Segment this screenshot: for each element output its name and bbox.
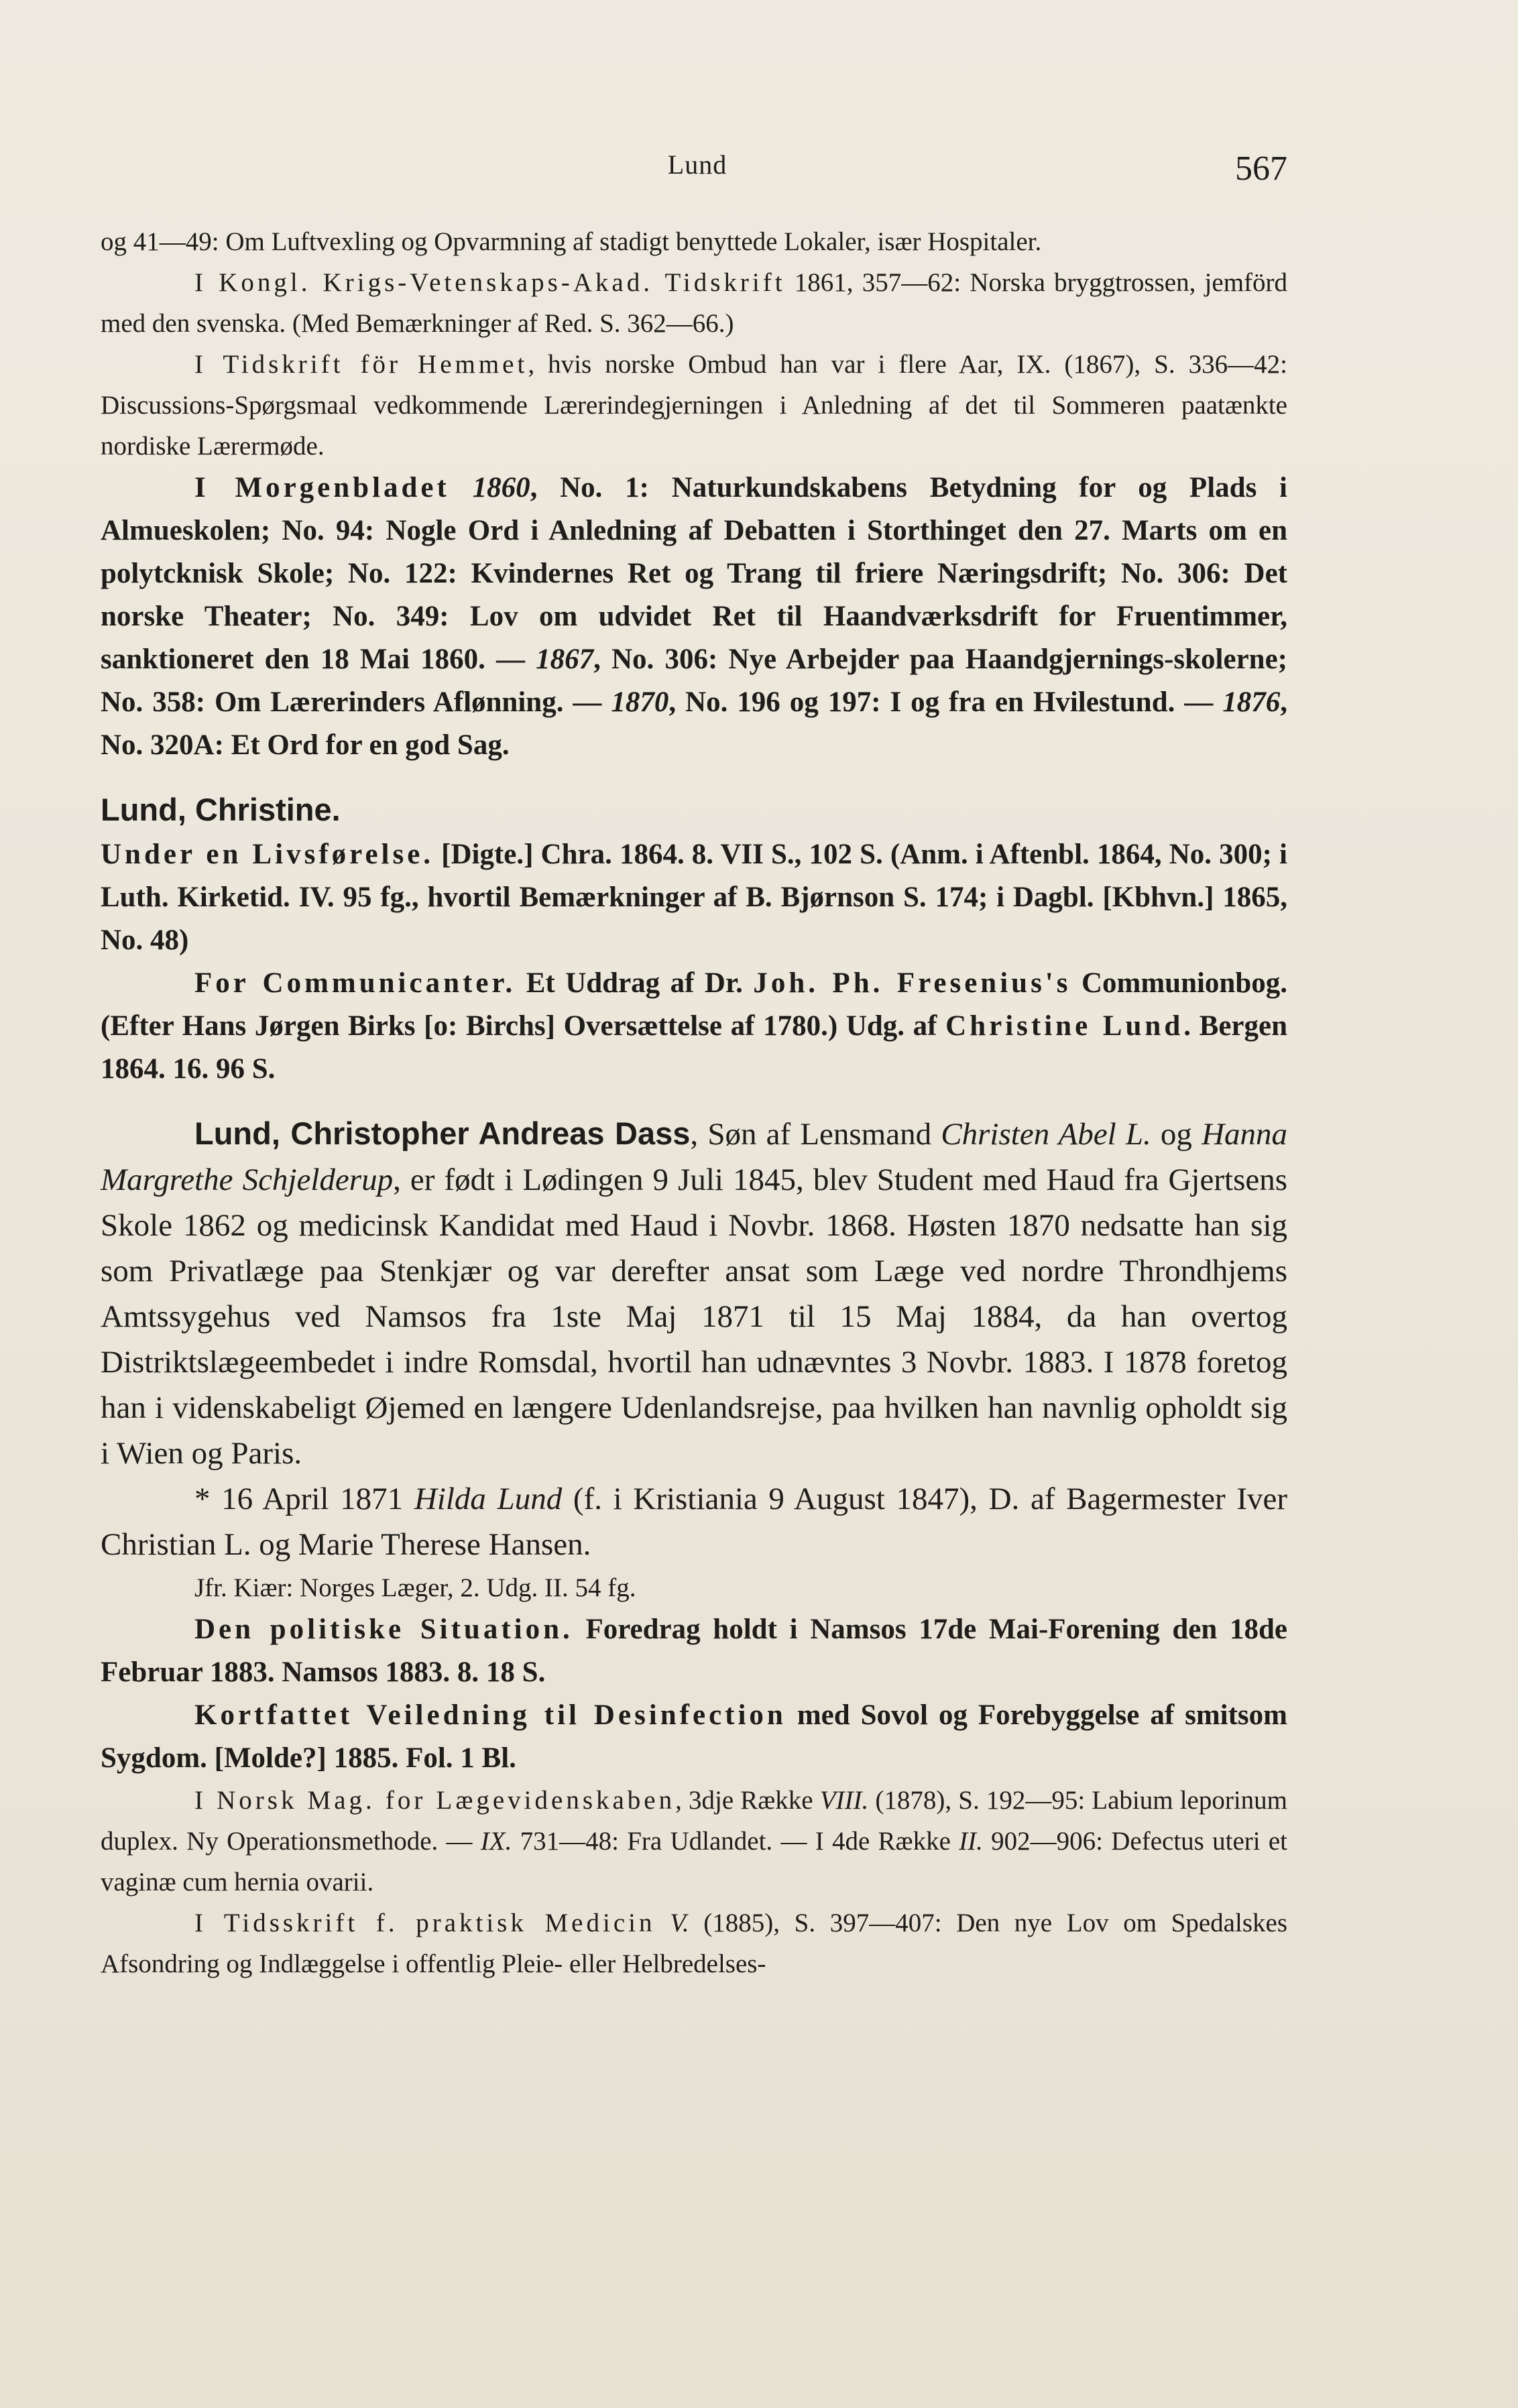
page-body [101, 221, 1287, 1984]
paragraph: Under en Livsførelse. [Digte.] Chra. 1864. 8. VII S., 102 S. (Anm. i Aftenbl. 1864, No. 300; i Luth. Kirketid. IV. 95 fg., hvortil Bemærkninger af B. Bjørnson S. 174; i Dagbl. [Kbhvn.] 1865, No. 48) [101, 839, 1287, 956]
paragraph: * 16 April 1871 Hilda Lund (f. i Kristiania 9 August 1847), D. af Bagermester Iver Christian L. og Marie Therese Hansen. [101, 1482, 1287, 1562]
paragraph: I Tidsskrift f. praktisk Medicin V. (1885), S. 397—407: Den nye Lov om Spedalskes Afsondring og Indlæggelse i offentlig Pleie- eller Helbredelses- [101, 1909, 1287, 1978]
paragraph: Den politiske Situation. Foredrag holdt i Namsos 17de Mai-Forening den 18de Februar 1883. Namsos 1883. 8. 18 S. [101, 1614, 1287, 1688]
paragraph: Kortfattet Veiledning til Desinfection med Sovol og Forebyggelse af smitsom Sygdom. [Molde?] 1885. Fol. 1 Bl. [101, 1699, 1287, 1774]
entry-heading: Lund, Christine. [101, 792, 341, 827]
page-number: 567 [1235, 149, 1287, 188]
paragraph: I Kongl. Krigs-Vetenskaps-Akad. Tidskrift 1861, 357—62: Norska bryggtrossen, jemförd med den svenska. (Med Bemærkninger af Red. S. 362—66.) [101, 268, 1287, 338]
paragraph: Lund, Christopher Andreas Dass, Søn af Lensmand Christen Abel L. og Hanna Margrethe Schjelderup, er født i Lødingen 9 Juli 1845, blev Student med Haud fra Gjertsens Skole 1862 og medicinsk Kandidat med Haud i Novbr. 1868. Høsten 1870 nedsatte han sig som Privatlæge paa Stenkjær og var derefter ansat som Læge ved nordre Throndhjems Amtssygehus ved Namsos fra 1ste Maj 1871 til 15 Maj 1884, da han overtog Distriktslægeembedet i indre Romsdal, hvortil han udnævntes 3 Novbr. 1883. I 1878 foretog han i videnskabeligt Øjemed en længere Udenlandsrejse, paa hvilken han navnlig opholdt sig i Wien og Paris. [101, 1116, 1288, 1471]
spacer [101, 767, 1287, 787]
paragraph: For Communicanter. Et Uddrag af Dr. Joh. Ph. Fresenius's Communionbog. (Efter Hans Jørgen Birks [o: Birchs] Oversættelse af 1780.) Udg. af Christine Lund. Bergen 1864. 16. 96 S. [101, 967, 1288, 1085]
paragraph: I Morgenbladet 1860, No. 1: Naturkundskabens Betydning for og Plads i Almueskolen; No. 94: Nogle Ord i Anledning af Debatten i Storthinget den 27. Marts om en polytcknisk Skole; No. 122: Kvindernes Ret og Trang til friere Næringsdrift; No. 306: Det norske Theater; No. 349: Lov om udvidet Ret til Haandværksdrift for Fruentimmer, sanktioneret den 18 Mai 1860. — 1867, No. 306: Nye Arbejder paa Haandgjernings-skolerne; No. 358: Om Lærerinders Aflønning. — 1870, No. 196 og 197: I og fra en Hvilestund. — 1876, No. 320A: Et Ord for en god Sag. [101, 472, 1288, 761]
spacer [101, 1091, 1287, 1111]
paragraph: og 41—49: Om Luftvexling og Opvarmning af stadigt benyttede Lokaler, især Hospitaler. [101, 227, 1042, 256]
paragraph: I Norsk Mag. for Lægevidenskaben, 3dje Række VIII. (1878), S. 192—95: Labium leporinum duplex. Ny Operationsmethode. — IX. 731—48: Fra Udlandet. — I 4de Række II. 902—906: Defectus uteri et vaginæ cum hernia ovarii. [101, 1786, 1288, 1897]
paragraph: I Tidskrift för Hemmet, hvis norske Ombud han var i flere Aar, IX. (1867), S. 336—42: Discussions-Spørgsmaal vedkommende Lærerindegjerningen i Anledning af det til Sommeren paatænkte nordiske Lærermøde. [101, 350, 1287, 461]
paragraph: Jfr. Kiær: Norges Læger, 2. Udg. II. 54 fg. [194, 1573, 636, 1602]
running-header: Lund [667, 149, 727, 180]
